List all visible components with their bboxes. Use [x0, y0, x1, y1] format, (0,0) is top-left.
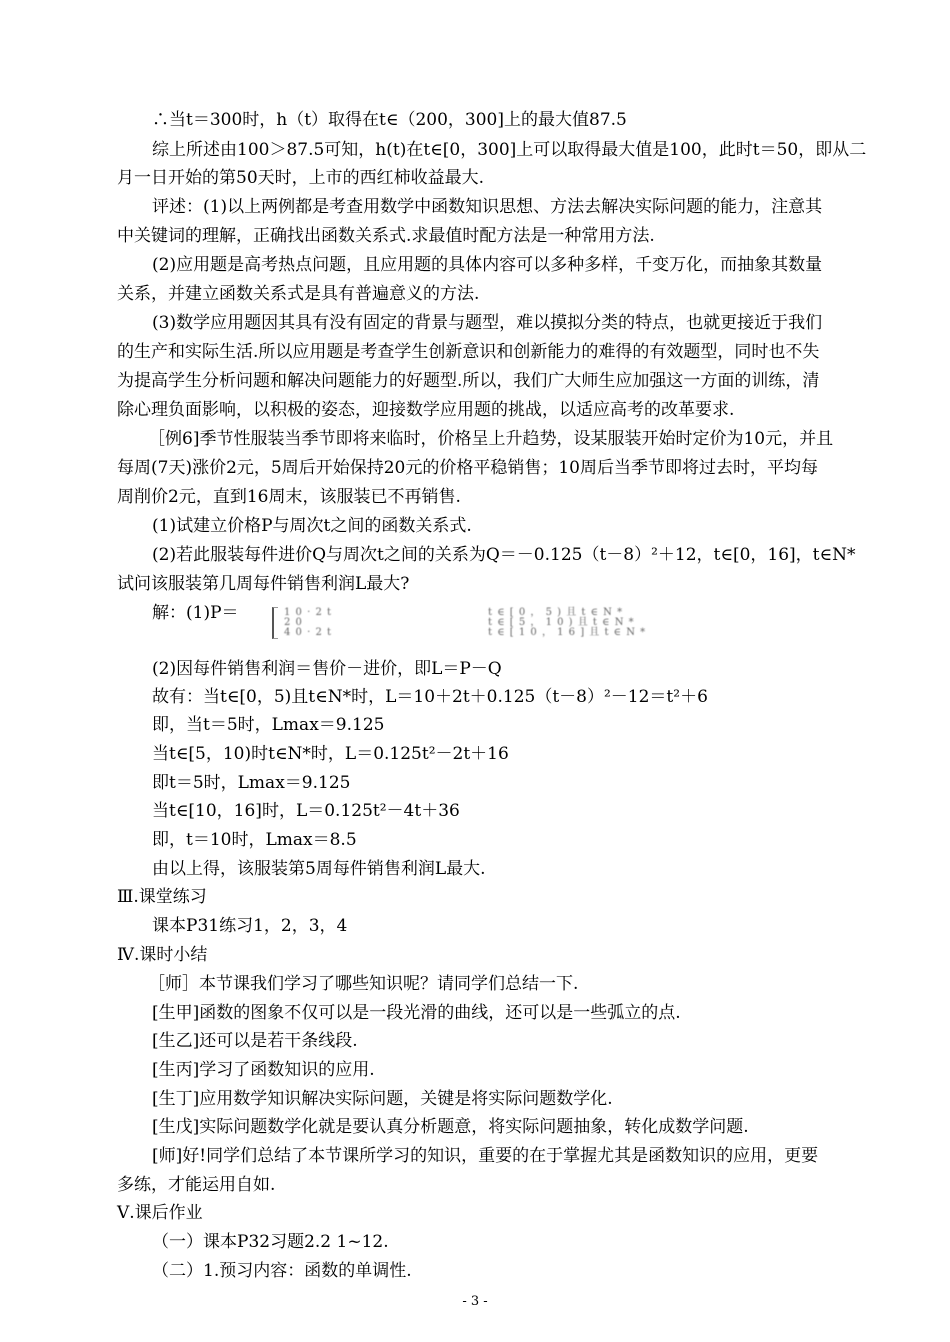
text-line: 多练，才能运用自如.	[117, 1175, 276, 1195]
solution-label: 解：(1)P＝	[152, 603, 239, 623]
text-line: 故有：当t∈[0，5)且t∈N*时，L＝10＋2t＋0.125（t－8）²－12＝t²＋6	[152, 687, 708, 707]
section-heading: Ⅴ.课后作业	[117, 1203, 203, 1223]
text-line: (1)试建立价格P与周次t之间的函数关系式.	[152, 516, 472, 536]
text-line: 试问该服装第几周每件销售利润L最大?	[117, 574, 410, 594]
text-line: （二）1.预习内容：函数的单调性.	[152, 1261, 412, 1281]
text-line: [生乙]还可以是若干条线段.	[152, 1031, 358, 1051]
text-line: 周削价2元，直到16周末，该服装已不再销售.	[117, 487, 461, 507]
text-line: 的生产和实际生活.所以应用题是考查学生创新意识和创新能力的难得的有效题型，同时也不失	[117, 342, 820, 362]
text-line: (2)应用题是高考热点问题，且应用题的具体内容可以多种多样，千变万化，而抽象其数量	[152, 255, 823, 275]
text-line: 除心理负面影响，以积极的姿态，迎接数学应用题的挑战，以适应高考的改革要求.	[117, 400, 735, 420]
text-line: ［师］本节课我们学习了哪些知识呢？请同学们总结一下.	[148, 974, 579, 994]
text-line: 由以上得，该服装第5周每件销售利润L最大.	[152, 859, 486, 879]
example-heading: ［例6]季节性服装当季节即将来临时，价格呈上升趋势，设某服装开始时定价为10元，并且	[148, 429, 834, 449]
piecewise-formula-image: 1 0 · 2 t 2 0 4 0 · 2 t t ∈ [ 0 ， 5 ) 且 t ∈ N * t ∈ [ 5 ， 1 0 ) 且 t ∈ N * t ∈ [ 1 0 ， 1 6 ] 且 t ∈ N *	[268, 605, 878, 639]
text-line: [生丙]学习了函数知识的应用.	[152, 1060, 375, 1080]
text-line: 中关键词的理解，正确找出函数关系式.求最值时配方法是一种常用方法.	[117, 226, 655, 246]
text-line: 即t＝5时，Lmax＝9.125	[152, 773, 351, 793]
text-line: 评述：(1)以上两例都是考查用数学中函数知识思想、方法去解决实际问题的能力，注意其	[152, 197, 823, 217]
text-line: 当t∈[10，16]时，L＝0.125t²－4t＋36	[152, 801, 460, 821]
text-line: 每周(7天)涨价2元，5周后开始保持20元的价格平稳销售；10周后当季节即将过去时，平均每	[117, 458, 818, 478]
text-line: 为提高学生分析问题和解决问题能力的好题型.所以，我们广大师生应加强这一方面的训练，清	[117, 371, 820, 391]
text-line: 当t∈[5，10)时t∈N*时，L＝0.125t²－2t＋16	[152, 744, 509, 764]
page-number: - 3 -	[462, 1294, 488, 1309]
text-line: (2)因每件销售利润＝售价－进价，即L＝P－Q	[152, 659, 502, 679]
text-line: 月一日开始的第50天时，上市的西红柿收益最大.	[117, 168, 485, 188]
text-line: 关系，并建立函数关系式是具有普遍意义的方法.	[117, 284, 480, 304]
text-line: 即，t＝10时，Lmax＝8.5	[152, 830, 357, 850]
text-line: 即，当t＝5时，Lmax＝9.125	[152, 715, 385, 735]
text-line: [师]好!同学们总结了本节课所学习的知识，重要的在于掌握尤其是函数知识的应用，更要	[152, 1146, 819, 1166]
text-line: (2)若此服装每件进价Q与周次t之间的关系为Q＝－0.125（t－8）²＋12，t∈[0，16]，t∈N*	[152, 545, 856, 565]
text-line: ∴当t＝300时，h（t）取得在t∈（200，300]上的最大值87.5	[152, 110, 627, 130]
section-heading: Ⅲ.课堂练习	[117, 887, 207, 907]
section-heading: Ⅳ.课时小结	[117, 945, 208, 965]
text-line: （一）课本P32习题2.2 1~12.	[152, 1232, 389, 1252]
text-line: [生甲]函数的图象不仅可以是一段光滑的曲线，还可以是一些弧立的点.	[152, 1003, 681, 1023]
text-line: (3)数学应用题因其具有没有固定的背景与题型，难以摸拟分类的特点，也就更接近于我们	[152, 313, 823, 333]
text-line: [生丁]应用数学知识解决实际问题，关键是将实际问题数学化.	[152, 1089, 613, 1109]
text-line: 综上所述由100＞87.5可知，h(t)在t∈[0，300]上可以取得最大值是100，此时t＝50，即从二	[152, 140, 867, 160]
text-line: 课本P31练习1，2，3，4	[152, 916, 348, 936]
text-line: [生戊]实际问题数学化就是要认真分析题意，将实际问题抽象，转化成数学问题.	[152, 1117, 749, 1137]
